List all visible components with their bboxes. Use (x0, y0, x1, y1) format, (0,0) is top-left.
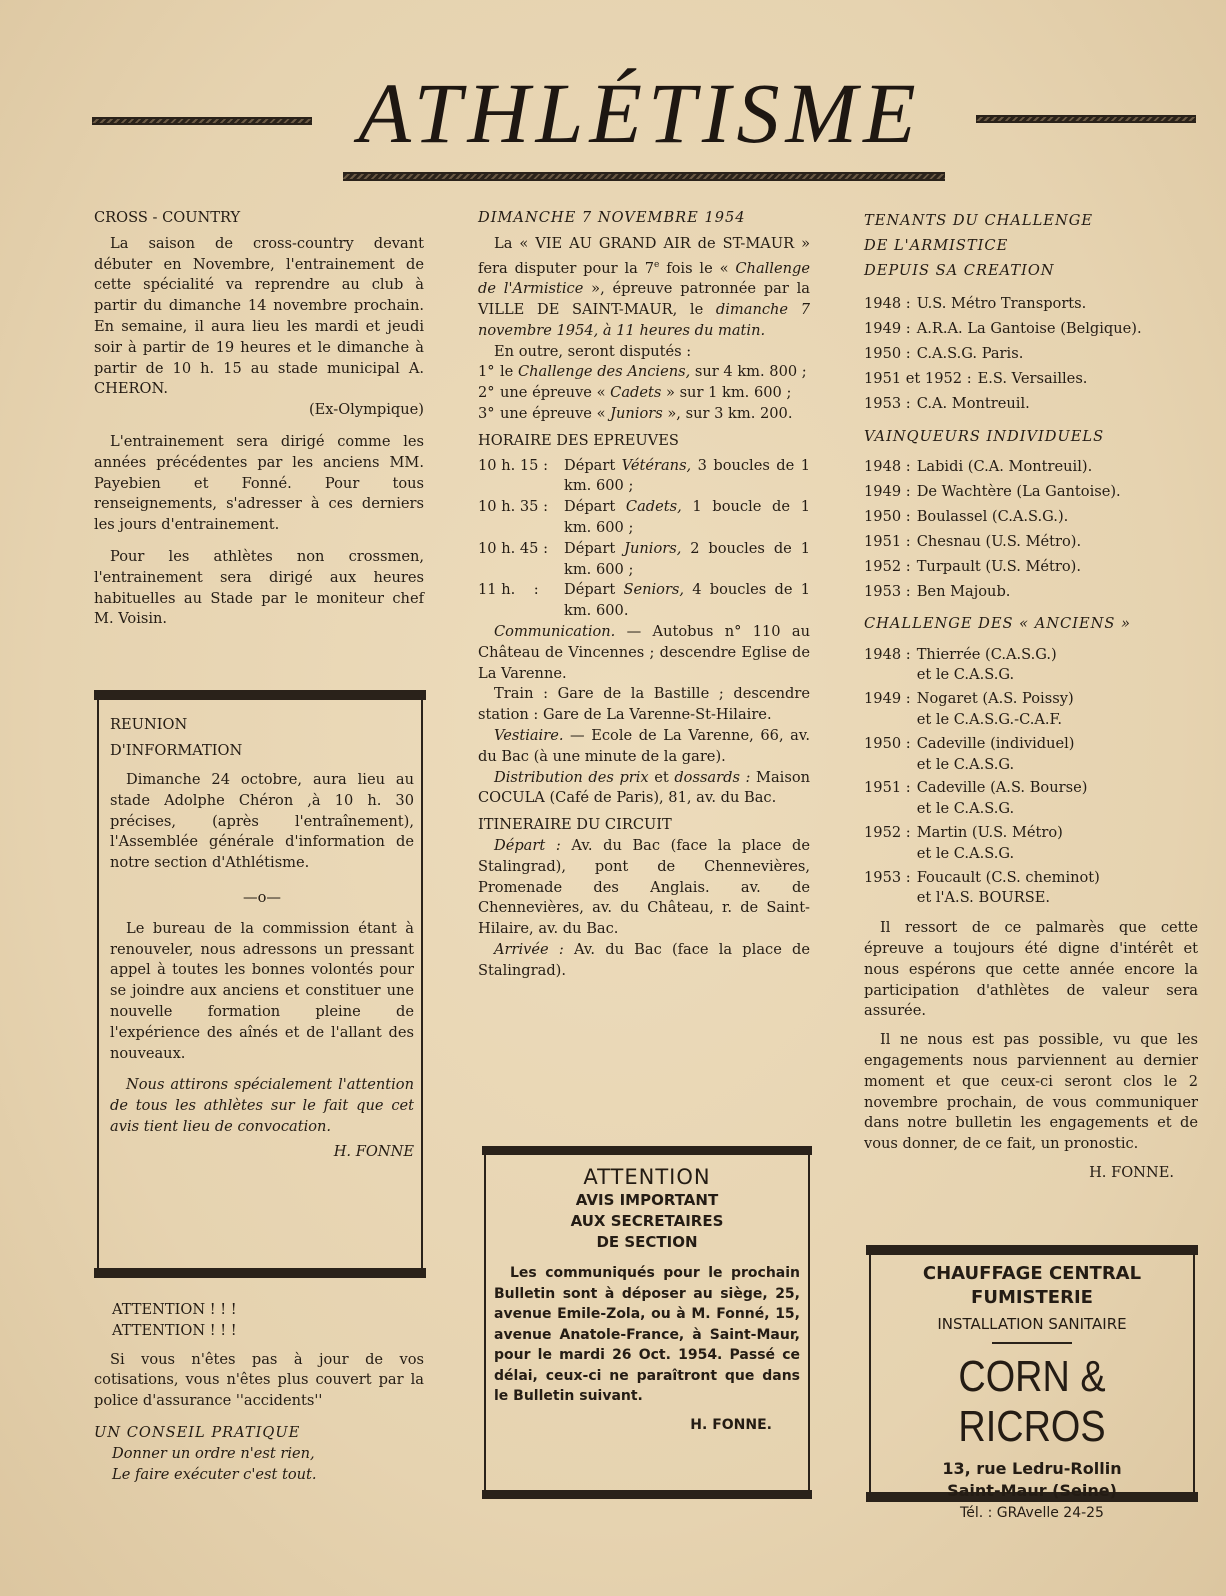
horaire-text-italic: Seniors, (623, 581, 685, 599)
horaire-time: 10 h. 45 : (478, 539, 549, 557)
cross-paragraph-1-end: (Ex-Olympique) (308, 401, 424, 419)
anciens-winner: Thierrée (C.A.S.G.) (916, 645, 1057, 663)
ad-telephone: Tél. : GRAvelle 24-25 (960, 1505, 1104, 1521)
arrivee (478, 940, 810, 982)
vainqueurs-heading: VAINQUEURS INDIVIDUELS (864, 428, 1105, 445)
winner-value: Turpault (U.S. Métro). (916, 557, 1082, 575)
vestiaire-label: Vestiaire. (494, 726, 564, 744)
reunion-signature: H. FONNE (333, 1142, 414, 1160)
anciens-item (864, 868, 1198, 910)
intro-part-b: fois le « (659, 259, 736, 277)
cross-country-heading: CROSS - COUNTRY (94, 209, 241, 226)
event-text-italic: Cadets (610, 384, 662, 402)
attention-box-heading-2: AUX SECRETAIRES (570, 1212, 724, 1230)
tenant-year: 1948 : (864, 295, 911, 312)
intro-date: dimanche 7 novembre 1954, à 11 heures du matin. (478, 301, 810, 339)
tenant-item (864, 291, 1198, 316)
attention-box-content (494, 1164, 800, 1435)
anciens-item (864, 734, 1198, 776)
horaire-item (478, 539, 810, 581)
event-number: 2° (478, 384, 495, 402)
event-number: 1° (478, 363, 495, 381)
tenant-item (864, 366, 1198, 391)
horaire-text-b: 4 boucles de 1 km. 600. (564, 581, 810, 620)
anciens-value (917, 868, 1100, 910)
column-3-signature: H. FONNE. (1089, 1163, 1174, 1181)
anciens-year: 1949 : (864, 690, 911, 708)
event-text (496, 383, 810, 404)
attention-box-heading-3: DE SECTION (596, 1233, 698, 1251)
reunion-paragraph-1: Dimanche 24 octobre, aura lieu au stade Adolphe Chéron ,à 10 h. 30 précises, (après l'entraînement), l'Assemblée générale d'information de notre section d'Athlétisme. (110, 771, 414, 872)
page-title: ATHLÉTISME (358, 65, 922, 161)
tenant-year: 1949 : (864, 320, 911, 337)
winner-year: 1949 : (864, 482, 911, 500)
horaire-text-italic: Juniors, (624, 539, 682, 557)
horaire-text (560, 497, 810, 539)
horaire-time: 10 h. 35 : (478, 498, 549, 516)
tenant-year: 1953 : (864, 395, 911, 412)
title-rule-under (343, 172, 945, 181)
winner-year: 1950 : (864, 507, 911, 525)
anciens-club: et le C.A.S.G. (916, 800, 1015, 818)
conclusion-paragraph-1: Il ressort de ce palmarès que cette épreuve a toujours été digne d'intérêt et nous espérons que cette année encore la participation d'athlètes de valeur sera assurée. (864, 919, 1198, 1020)
anciens-winner: Martin (U.S. Métro) (916, 823, 1063, 841)
attention-notice (94, 1300, 424, 1485)
tenant-value: E.S. Versailles. (977, 370, 1088, 387)
event-text-italic: Challenge des Anciens, (517, 363, 691, 381)
title-rule-left (92, 117, 312, 125)
events-list (478, 362, 810, 424)
tenants-heading-1: TENANTS DU CHALLENGE (864, 212, 1094, 229)
anciens-year: 1950 : (864, 734, 911, 752)
column-1 (94, 208, 424, 630)
anciens-heading: CHALLENGE DES « ANCIENS » (864, 614, 1131, 632)
tenant-item (864, 341, 1198, 366)
anciens-year: 1951 : (864, 779, 911, 797)
vainqueurs-list (864, 454, 1198, 604)
event-item (478, 404, 810, 425)
cross-paragraph-2: L'entrainement sera dirigé comme les années précédentes par les anciens MM. Payebien et Fonné. Pour tous renseignements, s'adresser à ces derniers les jours d'entrainement. (94, 432, 424, 534)
horaire-item (478, 580, 810, 622)
anciens-club: et le C.A.S.G.-C.A.F. (916, 710, 1063, 728)
ad-content (876, 1262, 1188, 1524)
itineraire-heading: ITINERAIRE DU CIRCUIT (478, 816, 672, 834)
event-item (478, 383, 810, 404)
distribution-label: Distribution des prix (494, 768, 649, 786)
ad-address-1: 13, rue Ledru-Rollin (942, 1459, 1122, 1478)
depart-label: Départ : (494, 836, 561, 854)
anciens-year: 1953 : (864, 868, 911, 886)
conseil-line-2: Le faire exécuter c'est tout. (112, 1465, 317, 1483)
reunion-separator: —o— (243, 888, 281, 906)
date-heading: DIMANCHE 7 NOVEMBRE 1954 (478, 209, 746, 226)
tenant-value: U.S. Métro Transports. (916, 295, 1087, 312)
event-item (478, 362, 810, 383)
horaire-heading: HORAIRE DES EPREUVES (478, 431, 679, 449)
reunion-content (110, 712, 414, 1163)
attention-box-bottom-bar (482, 1490, 812, 1499)
intro-challenge: Challenge de l'Armistice (478, 259, 810, 298)
anciens-item (864, 645, 1198, 687)
winner-item (864, 479, 1198, 504)
attention-line-2: ATTENTION ! ! ! (112, 1321, 237, 1339)
horaire-text (560, 539, 810, 581)
anciens-value (917, 689, 1074, 731)
anciens-year: 1948 : (864, 645, 911, 663)
reunion-title-1: REUNION (110, 716, 188, 733)
winner-value: Ben Majoub. (916, 582, 1011, 600)
horaire-time: 11 h. : (478, 581, 539, 599)
horaire-text-b: 3 boucles de 1 km. 600 ; (564, 456, 810, 495)
ad-line-1: CHAUFFAGE CENTRAL (922, 1263, 1142, 1284)
tenant-value: C.A.S.G. Paris. (916, 345, 1024, 362)
event-text-a: le (500, 363, 518, 381)
horaire-text-a: Départ (564, 498, 626, 516)
winner-year: 1951 : (864, 532, 911, 550)
reunion-box-top-bar (94, 690, 426, 700)
anciens-value (917, 734, 1075, 776)
communication-text: — Autobus n° 110 au Château de Vincennes ; descendre Eglise de La Varenne. (478, 623, 810, 682)
vestiaire (478, 726, 810, 768)
ad-line-3: INSTALLATION SANITAIRE (937, 1315, 1127, 1333)
ad-address-2: Saint-Maur (Seine) (947, 1481, 1117, 1500)
intro-paragraph (478, 234, 810, 342)
anciens-club: et le C.A.S.G. (916, 666, 1015, 684)
anciens-item (864, 778, 1198, 820)
horaire-text-a: Départ (564, 539, 625, 557)
horaire-text-italic: Cadets, (625, 498, 682, 516)
anciens-winner: Nogaret (A.S. Poissy) (916, 690, 1074, 708)
tenant-value: A.R.A. La Gantoise (Belgique). (916, 320, 1142, 337)
en-outre: En outre, seront disputés : (494, 342, 692, 360)
depart-text: Av. du Bac (face la place de Stalingrad), pont de Chennevières, Promenade des Anglais. av. de Chennevières, av. du Château, r. de Saint-Hilaire, av. du Bac. (478, 836, 810, 938)
anciens-year: 1952 : (864, 823, 911, 841)
title-rule-right (976, 115, 1196, 123)
anciens-winner: Foucault (C.S. cheminot) (916, 868, 1100, 886)
anciens-item (864, 823, 1198, 865)
tenant-value: C.A. Montreuil. (916, 395, 1030, 412)
ad-company-name: CORN & RICROS (958, 1352, 1106, 1451)
reunion-title-2: D'INFORMATION (110, 742, 243, 759)
horaire-list (478, 456, 810, 622)
communication (478, 622, 810, 684)
conseil-line-1: Donner un ordre n'est rien, (112, 1444, 315, 1462)
anciens-value (917, 778, 1088, 820)
reunion-paragraph-2: Le bureau de la commission étant à renouveler, nous adressons un pressant appel à toutes les bonnes volontés pour se joindre aux anciens et constituer une nouvelle formation pleine de l'expérience des aînés et de l'allant des nouveaux. (110, 919, 414, 1062)
column-2 (478, 208, 810, 982)
intro-part-c: », épreuve patronnée par la VILLE DE SAINT-MAUR, le (478, 280, 811, 319)
horaire-item (478, 456, 810, 498)
tenant-item (864, 391, 1198, 416)
reunion-box-bottom-bar (94, 1268, 426, 1278)
distribution-label-2: dossards : (674, 768, 751, 786)
arrivee-text: Av. du Bac (face la place de Stalingrad). (478, 940, 810, 979)
winner-value: Labidi (C.A. Montreuil). (916, 457, 1093, 475)
winner-year: 1948 : (864, 457, 911, 475)
distribution-text: Maison COCULA (Café de Paris), 81, av. du Bac. (478, 768, 810, 807)
vestiaire-text: — Ecole de La Varenne, 66, av. du Bac (à une minute de la gare). (478, 726, 810, 765)
ad-divider (992, 1342, 1072, 1344)
event-text-b: » sur 1 km. 600 ; (661, 384, 792, 402)
winner-item (864, 554, 1198, 579)
conclusion-paragraph-2: Il ne nous est pas possible, vu que les engagements nous parviennent au dernier moment et que ceux-ci seront clos le 2 novembre prochain, de vous communiquer dans notre bulletin les engagements et de vous donner, de ce fait, un pronostic. (864, 1031, 1198, 1153)
event-text-a: une épreuve « (500, 405, 611, 423)
horaire-text-italic: Vétérans, (621, 456, 692, 474)
winner-item (864, 454, 1198, 479)
depart (478, 836, 810, 940)
cross-paragraph-1: La saison de cross-country devant débuter en Novembre, l'entrainement de cette spécialité va reprendre au club à partir du dimanche 14 novembre prochain. En semaine, il aura lieu les mardi et jeudi soir à partir de 19 heures et le dimanche à partir de 10 h. 15 au stade municipal A. CHERON. (94, 234, 424, 398)
cross-paragraph-3: Pour les athlètes non crossmen, l'entrainement sera dirigé aux heures habituelles au Stade par le moniteur chef M. Voisin. (94, 547, 424, 628)
horaire-text-b: 1 boucle de 1 km. 600 ; (564, 498, 810, 537)
event-text-a: une épreuve « (500, 384, 611, 402)
winner-item (864, 529, 1198, 554)
attention-box-heading-1: AVIS IMPORTANT (575, 1191, 719, 1209)
horaire-text-b: 2 boucles de 1 km. 600 ; (564, 539, 810, 578)
attention-box-top-bar (482, 1146, 812, 1155)
event-text-b: sur 4 km. 800 ; (690, 363, 807, 381)
horaire-text (560, 456, 810, 498)
attention-box-text: Les communiqués pour le prochain Bulletin sont à déposer au siège, 25, avenue Emile-Zola, ou à M. Fonné, 15, avenue Anatole-France, à Saint-Maur, pour le mardi 26 Oct. 1954. Passé ce délai, ceux-ci ne paraîtront que dans le Bulletin suivant. (494, 1265, 800, 1404)
anciens-value (917, 645, 1057, 687)
anciens-club: et l'A.S. BOURSE. (916, 889, 1050, 907)
horaire-text-a: Départ (564, 456, 622, 474)
anciens-winner: Cadeville (A.S. Bourse) (916, 779, 1088, 797)
tenant-year: 1951 et 1952 : (864, 370, 972, 387)
anciens-item (864, 689, 1198, 731)
anciens-list (864, 645, 1198, 910)
ad-line-2: FUMISTERIE (971, 1287, 1093, 1308)
train: Train : Gare de la Bastille ; descendre station : Gare de La Varenne-St-Hilaire. (478, 685, 810, 724)
distribution (478, 768, 810, 810)
tenant-item (864, 316, 1198, 341)
intro-part-a: La « VIE AU GRAND AIR de ST-MAUR » fera disputer pour la 7 (478, 234, 810, 277)
horaire-text-a: Départ (564, 581, 624, 599)
conseil-heading: UN CONSEIL PRATIQUE (94, 1423, 301, 1441)
winner-value: Boulassel (C.A.S.G.). (916, 507, 1069, 525)
winner-item (864, 579, 1198, 604)
anciens-value (917, 823, 1063, 865)
tenants-heading-2: DE L'ARMISTICE (864, 237, 1009, 254)
anciens-winner: Cadeville (individuel) (916, 734, 1075, 752)
tenants-list (864, 291, 1198, 416)
attention-line-1: ATTENTION ! ! ! (112, 1301, 237, 1318)
attention-box-signature: H. FONNE. (690, 1416, 772, 1433)
winner-item (864, 504, 1198, 529)
anciens-club: et le C.A.S.G. (916, 844, 1015, 862)
winner-value: De Wachtère (La Gantoise). (916, 482, 1121, 500)
horaire-time: 10 h. 15 : (478, 456, 549, 474)
horaire-text (560, 580, 810, 622)
anciens-club: et le C.A.S.G. (916, 755, 1015, 773)
intro-superscript: e (654, 259, 660, 270)
winner-year: 1952 : (864, 557, 911, 575)
column-3 (864, 208, 1198, 1184)
horaire-item (478, 497, 810, 539)
reunion-paragraph-3: Nous attirons spécialement l'attention de tous les athlètes sur le fait que cet avis tient lieu de convocation. (110, 1076, 414, 1135)
arrivee-label: Arrivée : (494, 940, 564, 958)
winner-value: Chesnau (U.S. Métro). (916, 532, 1082, 550)
ad-box-top-bar (866, 1245, 1198, 1255)
attention-box-title: ATTENTION (583, 1165, 711, 1189)
tenant-year: 1950 : (864, 345, 911, 362)
tenants-heading-3: DEPUIS SA CREATION (864, 262, 1055, 279)
event-number: 3° (478, 405, 495, 423)
distribution-mid: et (648, 768, 675, 786)
event-text (496, 404, 810, 425)
event-text (496, 362, 810, 383)
event-text-b: », sur 3 km. 200. (662, 405, 793, 423)
communication-label: Communication. (494, 623, 616, 640)
event-text-italic: Juniors (610, 405, 663, 423)
attention-paragraph: Si vous n'êtes pas à jour de vos cotisations, vous n'êtes plus couvert par la police d'assurance ''accidents'' (94, 1350, 424, 1410)
winner-year: 1953 : (864, 582, 911, 600)
